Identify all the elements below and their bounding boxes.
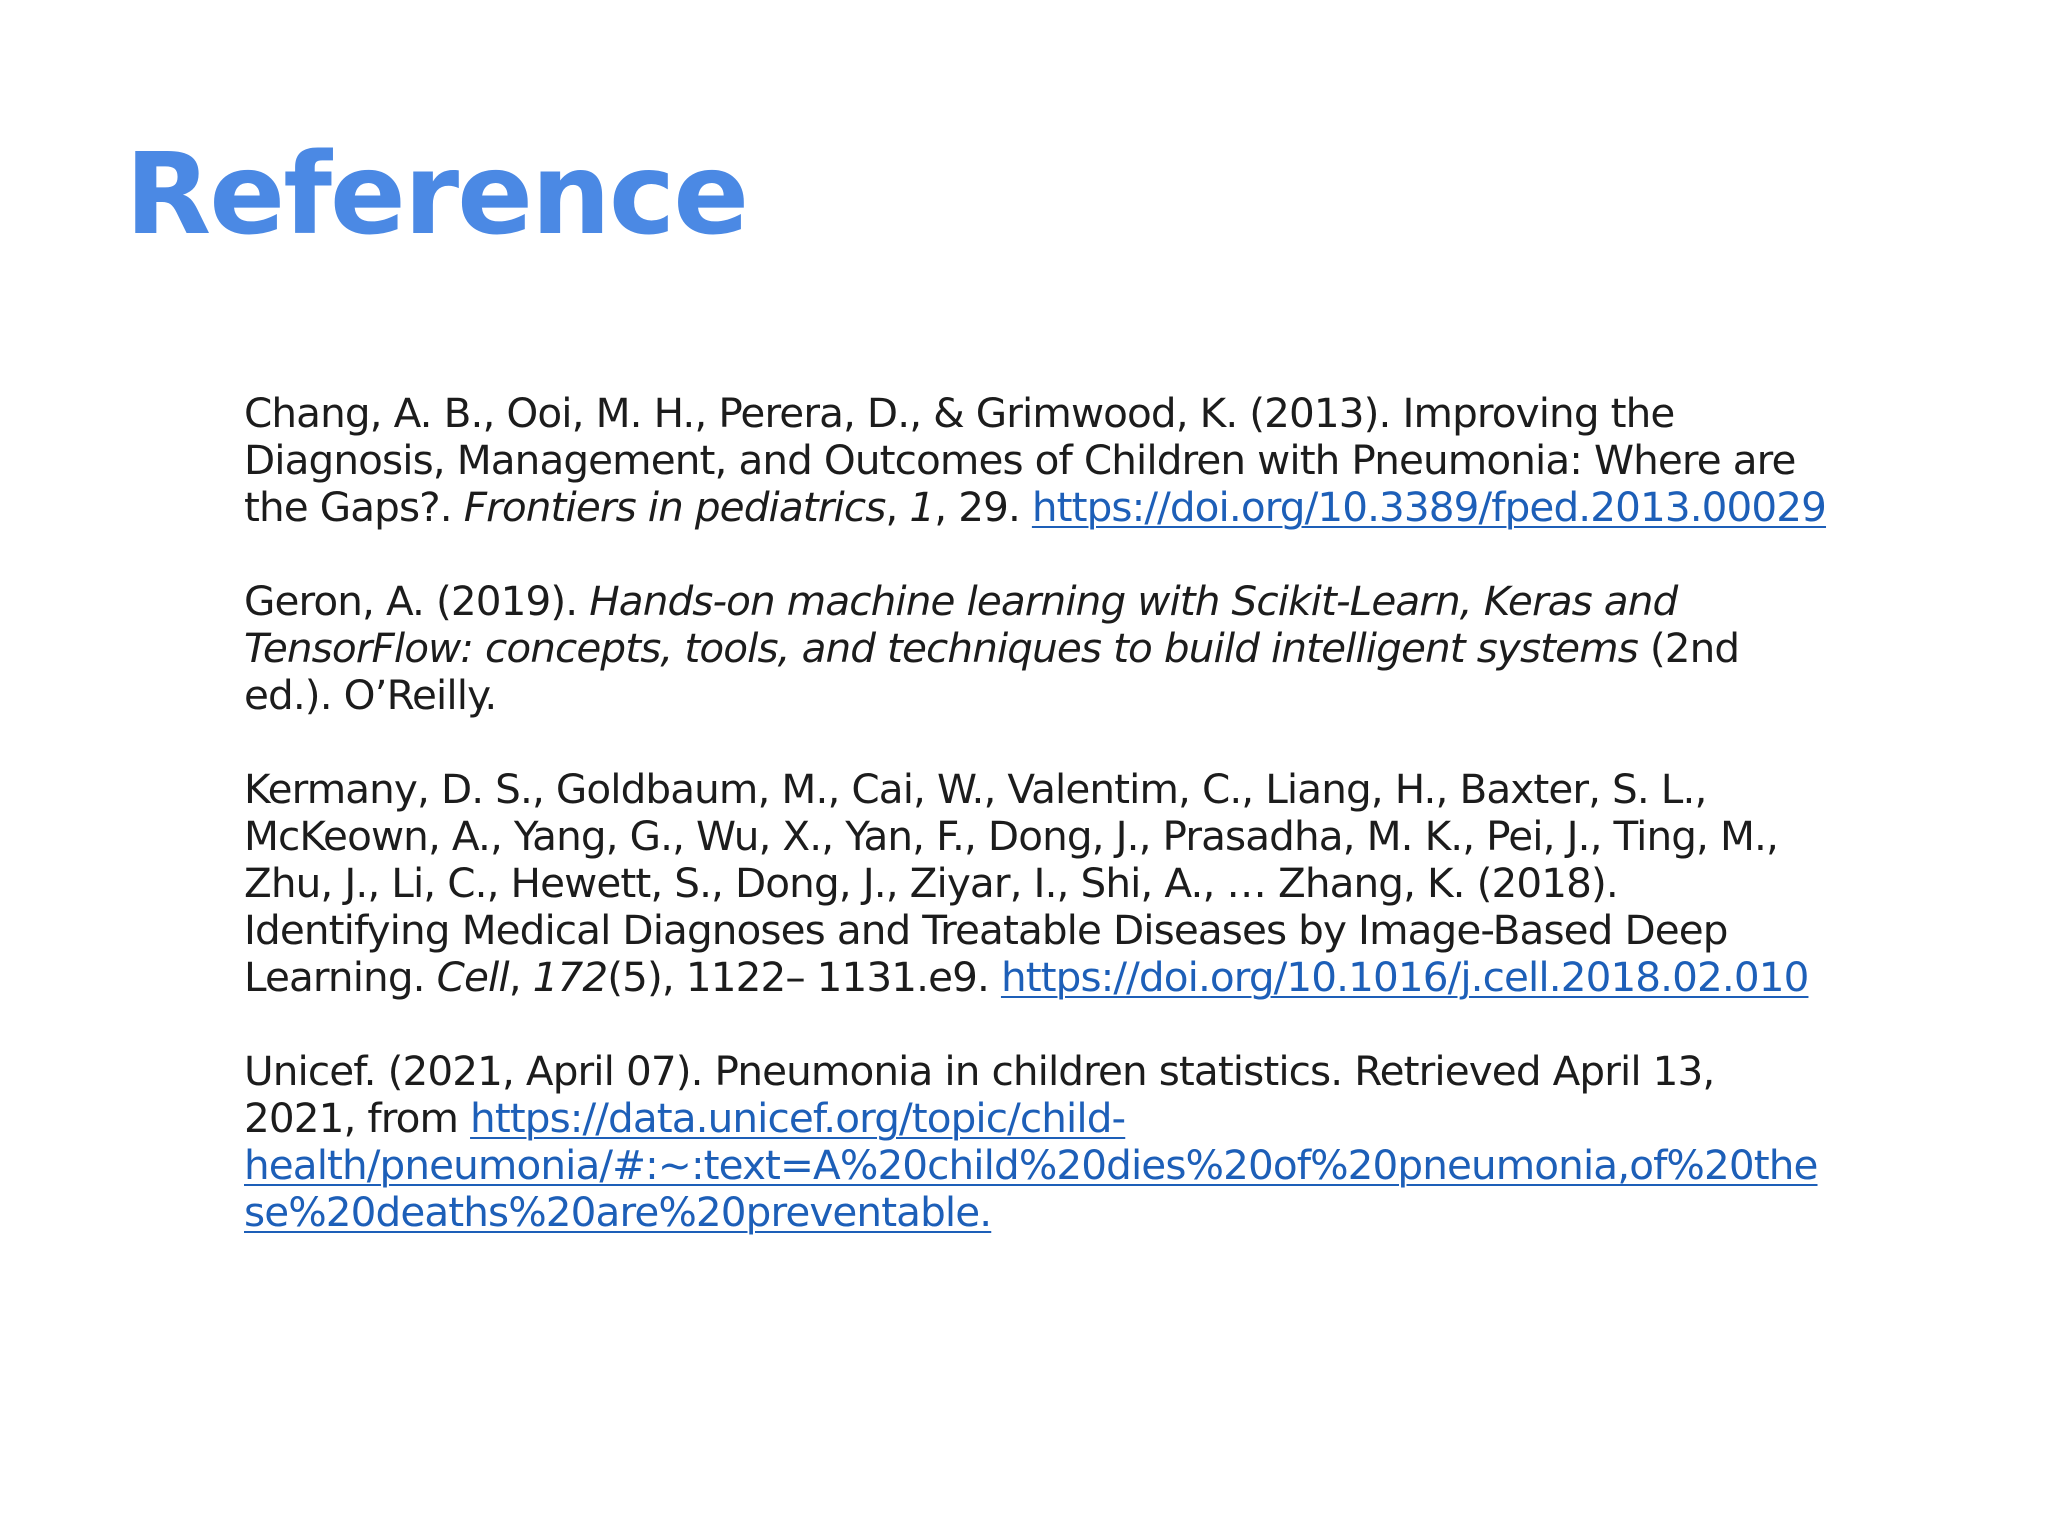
- reference-tail: (2nd ed.). O’Reilly.: [244, 624, 1740, 719]
- reference-web-link[interactable]: https://data.unicef.org/topic/child-health/pneumonia/#:~:text=A%20child%20dies%20of%20pneumonia,of%20these%20deaths%20are%20preventable.: [244, 1094, 1818, 1236]
- reference-tail: (5), 1122–: [607, 953, 805, 1001]
- reference-item-unicef: [244, 1048, 1834, 1236]
- reference-pages: 1131.e9.: [804, 953, 1001, 1001]
- reference-text: Unicef. (2021, April 07). Pneumonia in children statistics. Retrieved April 13, 2021, from: [244, 1047, 1715, 1142]
- reference-authors: Geron, A. (2019).: [244, 577, 590, 625]
- reference-doi-link[interactable]: https://doi.org/10.1016/j.cell.2018.02.010: [1000, 953, 1809, 1001]
- reference-item-geron: [244, 578, 1834, 719]
- reference-item-kermany: [244, 766, 1834, 1001]
- slide-title: Reference: [125, 130, 748, 260]
- reference-tail: ,: [934, 483, 947, 531]
- reference-separator: ,: [885, 483, 910, 531]
- reference-doi-link[interactable]: https://doi.org/10.3389/fped.2013.00029: [1031, 483, 1827, 531]
- reference-list: [244, 390, 1834, 1283]
- reference-journal: Cell: [436, 953, 509, 1001]
- reference-pages: 29.: [946, 483, 1032, 531]
- reference-text: Chang, A. B., Ooi, M. H., Perera, D., & Grimwood, K. (2013). Improving the Diagnosis, Management, and Outcomes of Children with Pneumonia: Where are the Gaps?.: [244, 389, 1796, 531]
- reference-book-title: Hands-on machine learning with Scikit-Learn, Keras and TensorFlow: concepts, tools, and techniques to build intelligent systems: [244, 577, 1678, 672]
- reference-separator: ,: [508, 953, 533, 1001]
- reference-text: Kermany, D. S., Goldbaum, M., Cai, W., Valentim, C., Liang, H., Baxter, S. L., McKeown, A., Yang, G., Wu, X., Yan, F., Dong, J., Prasadha, M. K., Pei, J., Ting, M., Zhu, J., Li, C., Hewett, S., Dong, J., Ziyar, I., Shi, A., … Zhang, K. (2018). Identifying Medical Diagnoses and Treatable Diseases by Image-Based Deep Learning.: [244, 765, 1778, 1001]
- reference-journal: Frontiers in pediatrics: [463, 483, 886, 531]
- reference-volume: 1: [909, 483, 935, 531]
- reference-volume: 172: [532, 953, 608, 1001]
- reference-item-chang: [244, 390, 1834, 531]
